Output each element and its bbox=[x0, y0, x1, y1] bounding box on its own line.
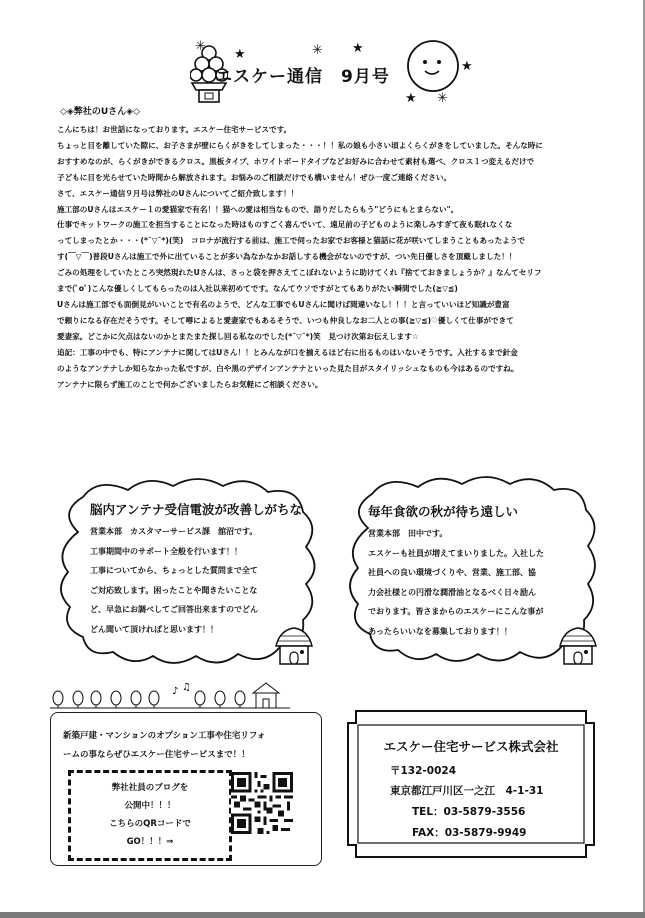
body-line: す(￣▽￣)普段Uさんは施工で外に出ていることが多い為なかなかお話しする機会がないのですが、つい先日優しさを頂戴しました！！ bbox=[57, 252, 517, 262]
company-card bbox=[342, 705, 600, 863]
blog-line: 弊社社員のブログを bbox=[111, 783, 189, 793]
star-icon: ★ bbox=[352, 41, 364, 56]
cloud-line: 社員への良い環境づくりや、営業、施工部、協 bbox=[368, 568, 536, 577]
cloud-line: ど、早急にお調べしてご回答出来ますのでどん bbox=[90, 605, 258, 614]
body-line: ちょっと目を離していた隙に、お子さまが壁にらくがきをしてしまった・・・！！私の娘も小さい頃よくらくがきをしていました。そんな時に bbox=[57, 140, 543, 150]
company-address: 東京都江戸川区一之江 4-1-31 bbox=[390, 785, 544, 797]
body-line: 愛妻家。どこかに欠点はないのかとまたまた探し回る私なのでした(*¯▽¯*)笑 見つけ次第お伝えします☆ bbox=[57, 331, 419, 341]
tree-row-decoration bbox=[50, 680, 290, 710]
company-fax: FAX：03-5879-9949 bbox=[412, 827, 527, 839]
svg-text:♪: ♪ bbox=[172, 686, 179, 697]
article-body bbox=[57, 122, 597, 392]
body-line: Uさんは施工部でも面倒見がいいことで有名のようで、どんな工事でもUさんに聞けば間違いなし！！！と言っていいほど知識が豊富 bbox=[57, 299, 510, 309]
star-icon: ✳ bbox=[312, 43, 323, 58]
cloud-line: 営業本部 田中です。 bbox=[368, 529, 448, 538]
star-icon: ✳ bbox=[437, 91, 448, 106]
svg-text:♫: ♫ bbox=[182, 682, 191, 693]
star-icon: ★ bbox=[405, 91, 417, 106]
house-icon bbox=[272, 624, 316, 668]
body-line: のようなアンテナしか知らなかった私ですが、白や黒のデザインアンテナといった見た目がスタイリッシュなものも今はあるのですね。 bbox=[57, 363, 519, 373]
moon-icon bbox=[405, 38, 461, 94]
body-line: 追記：工事の中でも、特にアンテナに関してはUさん！！とみんなが口を揃えるほど右に出るものはいないそうです。入社するまで針金 bbox=[57, 347, 518, 357]
blog-line: こちらのQRコードで bbox=[109, 819, 191, 829]
body-line: さて、エスケー通信９月号は弊社のUさんについてご紹介致します！！ bbox=[57, 188, 299, 198]
cloud-line: どん聞いて頂ければと思います！！ bbox=[90, 624, 218, 634]
body-line: おすすめなのが、らくがきができるクロス。黒板タイプ、ホワイトボードタイプなどお好みに合わせて素材も選べ、クロス１つ変えるだけで bbox=[57, 156, 535, 166]
blog-line: GO！！！⇒ bbox=[126, 837, 174, 847]
body-line: ごみの処理をしていたところ突然現れたUさんは、さっと袋を押さえてこぼれないように助けてくれ『捨てておきましょうか？』なんてセリフ bbox=[57, 268, 542, 278]
house-icon bbox=[556, 624, 600, 668]
newsletter-title: エスケー通信 9月号 bbox=[215, 67, 390, 87]
body-line: 施工部のUさんはエスケー１の愛猫家で有名！！猫への愛は相当なもので、語りだしたらもう"どうにもとまらない"。 bbox=[57, 204, 459, 214]
company-name: エスケー住宅サービス株式会社 bbox=[383, 739, 559, 754]
qr-code-icon[interactable] bbox=[231, 772, 293, 834]
cloud-line: 工事についてから、ちょっとした質問まで全て bbox=[90, 566, 258, 575]
star-icon: ★ bbox=[234, 47, 246, 62]
body-line: で頼りになる存在だそうです。そして噂によると愛妻家でもあるそうで、いつも仲良しなお二人との事(≧▽≦)♡優しくて仕事ができて bbox=[57, 315, 514, 325]
company-tel: TEL：03-5879-3556 bbox=[412, 806, 526, 818]
page-bottom-shadow bbox=[0, 912, 645, 918]
body-line: まで(ﾟoﾟ)こんな優しくしてもらったのは入社以来初めてです。なんてウソですがとてもありがたい瞬間でした(≧▽≦) bbox=[57, 284, 458, 294]
promo-line: 新築戸建・マンションのオプション工事や住宅リフォ bbox=[63, 731, 266, 741]
cloud-line: エスケーも社員が増えてまいりました。入社した bbox=[368, 548, 544, 558]
promo-line: ームの事ならぜひエスケー住宅サービスまで！！ bbox=[63, 750, 250, 760]
cloud-line: ご対応致します。困ったことや聞きたいことな bbox=[90, 585, 258, 595]
body-line: こんにちは！お世話になっております。エスケー住宅サービスです。 bbox=[57, 125, 292, 134]
postal-code: 〒132-0024 bbox=[390, 765, 456, 777]
body-line: アンテナに限らず施工のことで何かございましたらお気軽にご相談ください。 bbox=[57, 379, 323, 389]
cloud-line: 工事期間中のサポート全般を行います！！ bbox=[90, 546, 242, 556]
cloud-title: 毎年食欲の秋が待ち遠しい bbox=[368, 504, 519, 519]
cloud-line: 営業本部 カスタマーサービス課 舘沼です。 bbox=[90, 527, 258, 536]
body-line: ってしまったとか・・・(*¯▽¯*)(笑) コロナが流行する前は、施工で伺ったお家でお客様と猫話に花が咲いてしまうこともあったようで bbox=[57, 236, 526, 246]
body-line: 子どもに目を光らせていた時間から解放されます。お悩みのご相談だけでも構いません！ぜひ一度ご連絡ください。 bbox=[57, 172, 452, 182]
cloud-line: 力会社様との円滑な潤滑油となるべく日々励ん bbox=[368, 587, 536, 597]
blog-line: 公開中！！！ bbox=[124, 801, 176, 811]
blog-notice bbox=[68, 770, 232, 861]
section-heading: ◇◈弊社のUさん◈◇ bbox=[60, 107, 140, 117]
body-line: 仕事でキットワークの施工を担当することになった時はものすごく喜んでいて、遠足前の子どものように楽しみすぎて夜も眠れなくな bbox=[57, 220, 513, 230]
star-icon: ✳ bbox=[195, 39, 206, 54]
promo-box bbox=[50, 712, 322, 866]
star-icon: ★ bbox=[461, 59, 473, 74]
cloud-line: あったらいいなを募集しております！！ bbox=[368, 626, 512, 636]
cloud-line: でおります。皆さまからのエスケーにこんな事が bbox=[368, 607, 544, 616]
cloud-title: 脳内アンテナ受信電波が改善しがちな bbox=[90, 502, 303, 517]
